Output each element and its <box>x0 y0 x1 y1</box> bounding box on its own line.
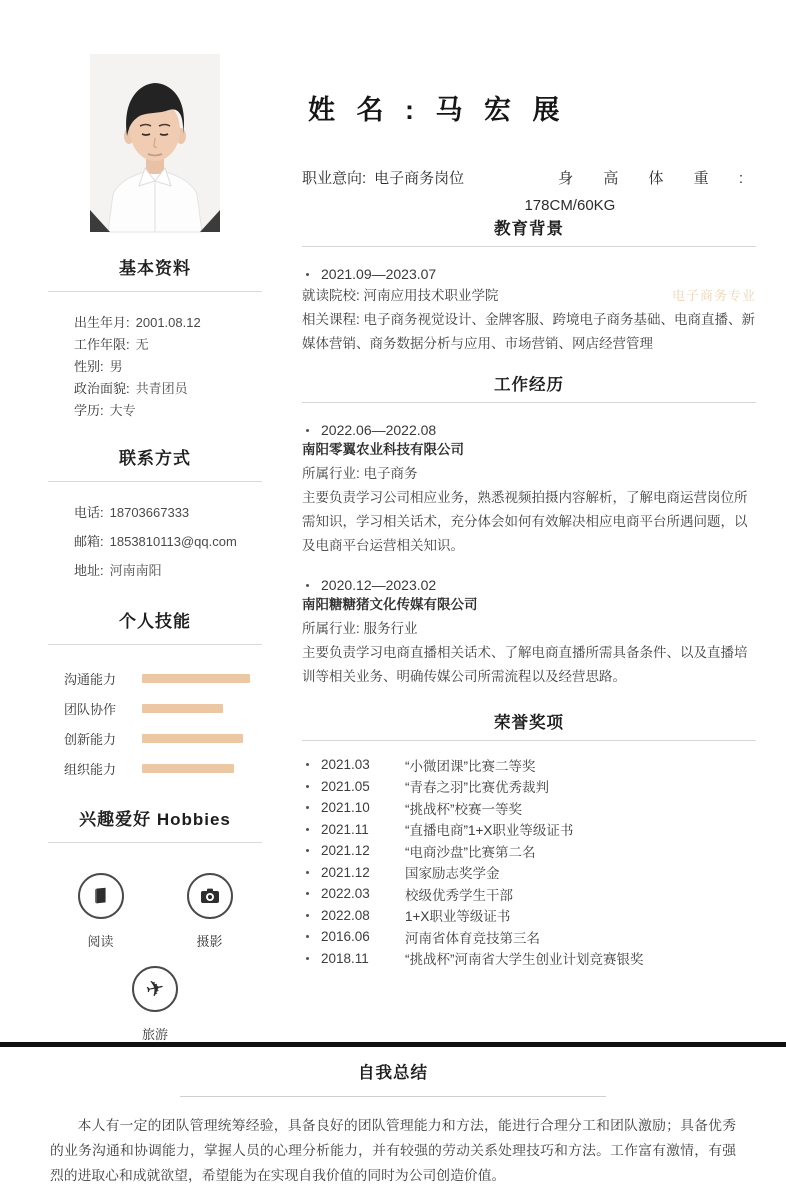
info-label: 地址: <box>74 563 104 578</box>
info-value: 共青团员 <box>135 381 188 396</box>
name-title: 姓 名 : 马 宏 展 <box>308 95 567 125</box>
contact-row <box>74 556 264 585</box>
major-tag: 电子商务专业 <box>671 288 756 303</box>
contact-row <box>74 527 264 556</box>
honor-date: 2021.10 <box>321 800 370 816</box>
bullet-dot <box>306 957 309 960</box>
profile-photo <box>90 54 220 232</box>
info-label: 工作年限: <box>74 337 130 352</box>
bullet-dot <box>306 429 309 432</box>
summary-heading: 自我总结 <box>358 1064 428 1082</box>
summary-text: 本人有一定的团队管理统筹经验，具备良好的团队管理能力和方法，能进行合理分工和团队激励；具备优秀的业务沟通和协调能力，掌握人员的心理分析能力，并有较强的劳动关系处理技巧和方法。工作富有激情，有强烈的进取心和成就欲望，希望能为在实现自我价值的同时为公司创造价值。 <box>50 1118 736 1183</box>
info-value: 大专 <box>109 403 136 418</box>
portrait-illustration <box>90 54 220 232</box>
info-value: 河南南阳 <box>109 563 162 578</box>
job-description: 主要负责学习电商直播相关话术、了解电商直播所需具备条件、以及直播培训等相关业务、明确传媒公司所需流程以及经营思路。 <box>302 645 748 684</box>
intent-row <box>302 167 756 188</box>
honor-date: 2022.03 <box>321 886 370 902</box>
info-label: 性别: <box>74 359 104 374</box>
bullet-dot <box>306 849 309 852</box>
honor-row <box>302 905 756 927</box>
info-value: 18703667333 <box>109 505 190 520</box>
divider <box>302 402 756 403</box>
honor-row <box>302 948 756 970</box>
honor-row <box>302 883 756 905</box>
job-intent <box>302 167 464 188</box>
basic-info-row <box>74 334 264 356</box>
skill-bar <box>142 734 254 743</box>
divider <box>302 740 756 741</box>
honor-title: “挑战杯”河南省大学生创业计划竞赛银奖 <box>405 952 644 968</box>
divider <box>48 291 262 292</box>
divider <box>48 644 262 645</box>
honor-title: “直播电商”1+X职业等级证书 <box>405 823 574 839</box>
info-label: 邮箱: <box>74 534 104 549</box>
skill-row <box>64 723 264 753</box>
skill-bar-fill <box>142 734 243 743</box>
honor-row <box>302 776 756 798</box>
honor-title: 河南省体育竞技第三名 <box>405 930 540 946</box>
basic-info-row <box>74 312 264 334</box>
info-value: 2001.08.12 <box>135 315 201 330</box>
info-value: 1853810113@qq.com <box>109 534 237 549</box>
honor-title: 1+X职业等级证书 <box>405 909 511 925</box>
honor-date: 2018.11 <box>321 950 369 966</box>
education-entry <box>302 266 756 356</box>
honor-title: “小微团课”比赛二等奖 <box>405 758 536 774</box>
contact-row <box>74 498 264 527</box>
industry-line: 所属行业: 电子商务 <box>302 466 418 481</box>
intent-label: 职业意向: <box>302 170 367 187</box>
skill-bar-fill <box>142 674 250 683</box>
skill-list <box>64 663 264 783</box>
honor-date: 2021.05 <box>321 778 370 794</box>
skill-bar-fill <box>142 704 223 713</box>
honor-date: 2021.03 <box>321 757 370 773</box>
bullet-dot <box>306 935 309 938</box>
honor-date: 2021.11 <box>321 821 369 837</box>
honor-title: “电商沙盘”比赛第二名 <box>405 844 536 860</box>
honor-row <box>302 754 756 776</box>
industry-line: 所属行业: 服务行业 <box>302 621 418 636</box>
info-label: 电话: <box>74 505 104 520</box>
school-name: 就读院校: 河南应用技术职业学院 <box>302 288 499 303</box>
book-icon <box>78 873 124 919</box>
honor-date: 2021.12 <box>321 843 370 859</box>
skill-label: 组织能力 <box>64 761 117 777</box>
skill-row <box>64 693 264 723</box>
honor-row <box>302 797 756 819</box>
skill-bar <box>142 764 254 773</box>
skill-bar <box>142 674 254 683</box>
hobby-photography <box>155 873 264 950</box>
info-label: 出生年月: <box>74 315 130 330</box>
honor-row <box>302 819 756 841</box>
honor-row <box>302 840 756 862</box>
basic-info-row <box>74 378 264 400</box>
hobby-label: 阅读 <box>87 934 114 949</box>
honor-title: “挑战杯”校赛一等奖 <box>405 801 522 817</box>
page-edge <box>0 1042 786 1047</box>
honor-date: 2022.08 <box>321 907 370 923</box>
bullet-dot <box>306 785 309 788</box>
honor-title: “青春之羽”比赛优秀裁判 <box>405 780 549 796</box>
basic-info-row <box>74 400 264 422</box>
hobby-reading <box>46 873 155 950</box>
hobby-area <box>46 857 264 1043</box>
honor-list <box>302 754 756 969</box>
hobby-travel <box>46 966 264 1043</box>
info-label: 学历: <box>74 403 104 418</box>
sidebar <box>46 38 264 1043</box>
skill-bar <box>142 704 254 713</box>
camera-icon <box>187 873 233 919</box>
bullet-dot <box>306 892 309 895</box>
info-value: 无 <box>135 337 149 352</box>
work-heading: 工作经历 <box>494 376 564 394</box>
info-label: 政治面貌: <box>74 381 130 396</box>
basic-info-list <box>74 312 264 422</box>
bullet-dot <box>306 273 309 276</box>
divider <box>48 481 262 482</box>
courses-line: 相关课程: 电子商务视觉设计、金牌客服、跨境电子商务基础、电商直播、新媒体营销、商务数据分析与应用、市场营销、网店经营管理 <box>302 312 756 351</box>
job-list <box>302 422 756 689</box>
education-period: 2021.09—2023.07 <box>302 266 756 282</box>
basic-info-heading: 基本资料 <box>119 259 191 278</box>
bullet-dot <box>306 871 309 874</box>
height-weight-value: 178CM/60KG <box>524 197 616 214</box>
main-column <box>264 38 756 1043</box>
job-period: 2022.06—2022.08 <box>302 422 756 438</box>
plane-icon: ✈ <box>132 966 178 1012</box>
bullet-dot <box>306 806 309 809</box>
honor-title: 校级优秀学生干部 <box>405 887 513 903</box>
honor-row <box>302 926 756 948</box>
skill-bar-fill <box>142 764 234 773</box>
job-entry <box>302 422 756 558</box>
skill-row <box>64 753 264 783</box>
honor-row <box>302 862 756 884</box>
summary-section <box>0 1059 786 1188</box>
company-name: 南阳零翼农业科技有限公司 <box>302 442 464 457</box>
hobby-label: 旅游 <box>141 1027 168 1042</box>
bullet-dot <box>306 914 309 917</box>
job-period: 2020.12—2023.02 <box>302 577 756 593</box>
bullet-dot <box>306 828 309 831</box>
honor-title: 国家励志奖学金 <box>405 866 500 882</box>
skill-row <box>64 663 264 693</box>
school-row <box>302 284 756 308</box>
honor-date: 2016.06 <box>321 929 370 945</box>
skill-label: 创新能力 <box>64 731 117 747</box>
divider <box>302 246 756 247</box>
bullet-dot <box>306 763 309 766</box>
hobby-label: 摄影 <box>196 934 223 949</box>
skills-heading: 个人技能 <box>119 612 191 631</box>
divider <box>180 1096 605 1097</box>
intent-value: 电子商务岗位 <box>374 170 465 187</box>
bullet-dot <box>306 584 309 587</box>
skill-label: 沟通能力 <box>64 671 117 687</box>
divider <box>48 842 262 843</box>
company-name: 南阳糖糖猪文化传媒有限公司 <box>302 597 478 612</box>
hobbies-heading: 兴趣爱好 Hobbies <box>79 810 231 829</box>
contact-heading: 联系方式 <box>119 449 191 468</box>
job-description: 主要负责学习公司相应业务，熟悉视频拍摄内容解析，了解电商运营岗位所需知识，学习相关话术，充分体会如何有效解决相应电商平台所遇问题，以及电商平台运营相关知识。 <box>302 490 748 553</box>
contact-list <box>74 498 264 585</box>
job-entry <box>302 577 756 689</box>
education-heading: 教育背景 <box>494 220 564 238</box>
skill-label: 团队协作 <box>64 701 117 717</box>
height-weight-label: 身 高 体 重 : <box>558 170 756 187</box>
basic-info-row <box>74 356 264 378</box>
honor-date: 2021.12 <box>321 864 370 880</box>
info-value: 男 <box>109 359 123 374</box>
honors-heading: 荣誉奖项 <box>494 714 564 732</box>
